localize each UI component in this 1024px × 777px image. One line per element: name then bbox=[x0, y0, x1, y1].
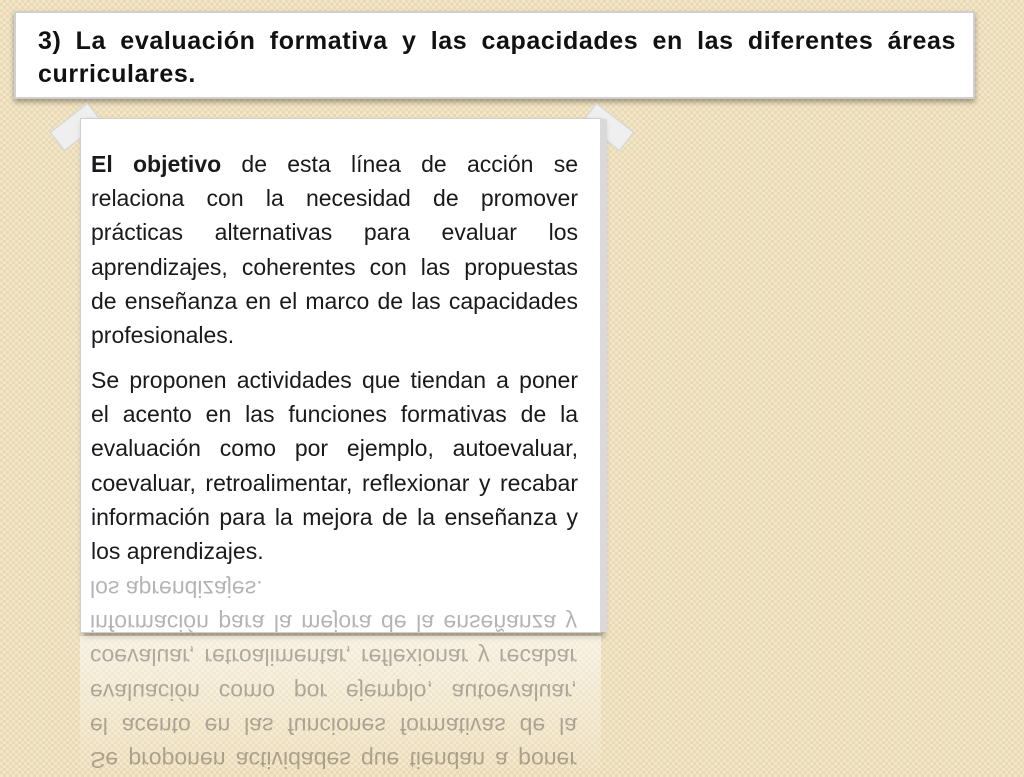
paragraph-objective-bold: El objetivo bbox=[91, 151, 222, 177]
slide-title: 3) La evaluación formativa y las capacidades en las diferentes áreas curriculares. bbox=[38, 27, 956, 88]
paragraph-objective bbox=[91, 147, 578, 352]
paragraph-activities: Se proponen actividades que tiendan a poner el acento en las funciones formativas de la evaluación como por ejemplo, autoevaluar, coevaluar, retroalimentar, reflexionar y recabar información para la mejora de la enseñanza y los aprendizajes. bbox=[91, 367, 578, 565]
content-card bbox=[80, 118, 601, 633]
paragraph-objective-text: de esta línea de acción se relaciona con la necesidad de promover prácticas alternativas para evaluar los aprendizajes, coherentes con las propuestas de enseñanza en el marco de las capacidades profesionales. bbox=[91, 151, 578, 349]
reflection-text: Se proponen actividades que tiendan a poner el acento en las funciones formativas de la evaluación como por ejemplo, autoevaluar, coevaluar, retroalimentar, reflexionar y recabar información para la mejora de la enseñanza y los aprendizajes. bbox=[90, 576, 577, 774]
card-reflection bbox=[80, 576, 601, 774]
title-card bbox=[14, 11, 975, 99]
